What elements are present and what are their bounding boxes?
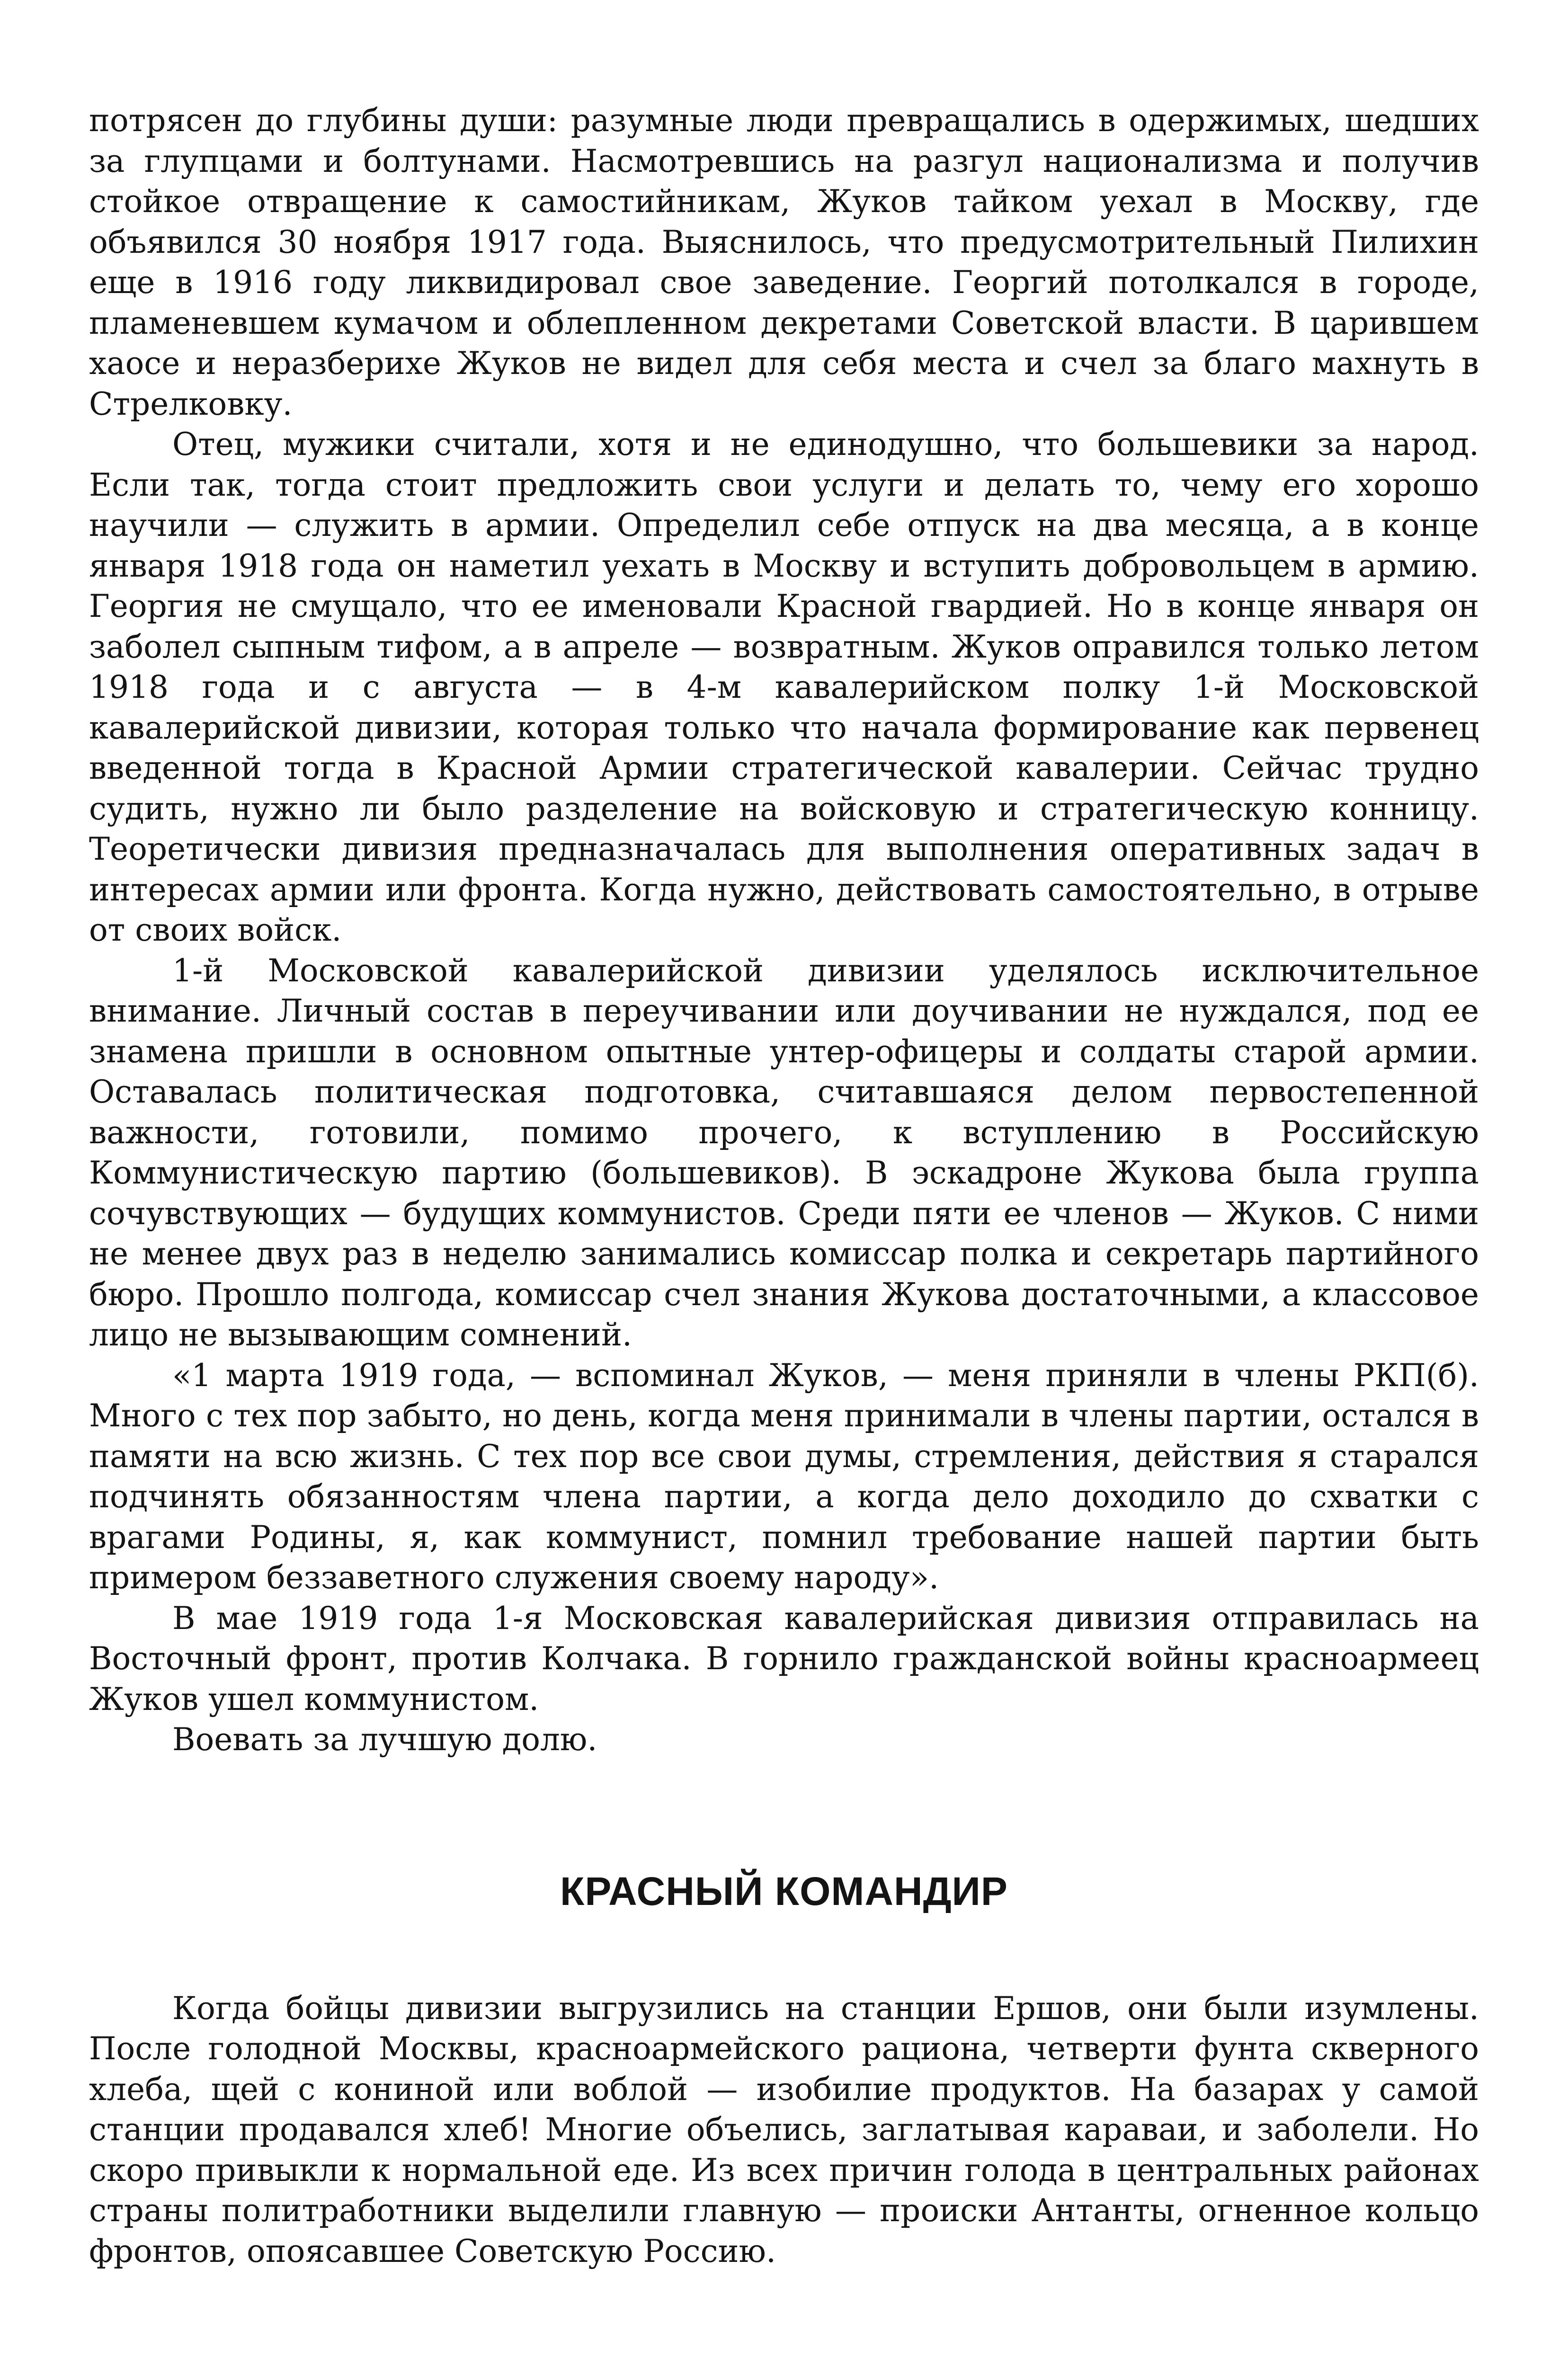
section-body: [89, 1988, 1479, 2272]
paragraph-1: потрясен до глубины души: разумные люди превращались в одержимых, шедших за глупцами и болтунами. Насмотревшись на разгул национализма и получив стойкое отвращение к самостийникам, Жуков тайком уехал в Москву, где объявился 30 ноября 1917 года. Выяснилось, что предусмотрительный Пилихин еще в 1916 году ликвидировал свое заведение. Георгий потолкался в городе, пламеневшем кумачом и облепленном декретами Советской власти. В царившем хаосе и неразберихе Жуков не видел для себя места и счел за благо махнуть в Стрелковку.: [89, 102, 1479, 422]
paragraph-4-quote: «1 марта 1919 года, — вспоминал Жуков, — меня приняли в члены РКП(б). Много с тех пор забыто, но день, когда меня принимали в члены партии, остался в памяти на всю жизнь. С тех пор все свои думы, стремления, действия я старался подчинять обязанностям члена партии, а когда дело доходило до схватки с врагами Родины, я, как коммунист, помнил требование нашей партии быть примером беззаветного служения своему народу».: [89, 1357, 1479, 1596]
paragraph-6: Воевать за лучшую долю.: [172, 1721, 597, 1758]
text-column: [89, 100, 1479, 2271]
section-heading: КРАСНЫЙ КОМАНДИР: [560, 1869, 1008, 1913]
section-paragraph-1: Когда бойцы дивизии выгрузились на станции Ершов, они были изумлены. После голодной Москвы, красноармейского рациона, четверти фунта скверного хлеба, щей с кониной или воблой — изобилие продуктов. На базарах у самой станции продавался хлеб! Многие объелись, заглатывая караваи, и заболели. Но скоро привыкли к нормальной еде. Из всех причин голода в центральных районах страны политработники выделили главную — происки Антанты, огненное кольцо фронтов, опоясавшее Советскую Россию.: [89, 1990, 1479, 2269]
paragraph-2: Отец, мужики считали, хотя и не единодушно, что большевики за народ. Если так, тогда стоит предложить свои услуги и делать то, чему его хорошо научили — служить в армии. Определил себе отпуск на два месяца, а в конце января 1918 года он наметил уехать в Москву и вступить добровольцем в армию. Георгия не смущало, что ее именовали Красной гвардией. Но в конце января он заболел сыпным тифом, а в апреле — возвратным. Жуков оправился только летом 1918 года и с августа — в 4-м кавалерийском полку 1-й Московской кавалерийской дивизии, которая только что начала формирование как первенец введенной тогда в Красной Армии стратегической кавалерии. Сейчас трудно судить, нужно ли было разделение на войсковую и стратегическую конницу. Теоретически дивизия предназначалась для выполнения оперативных задач в интересах армии или фронта. Когда нужно, действовать самостоятельно, в отрыве от своих войск.: [89, 426, 1479, 948]
paragraph-5: В мае 1919 года 1-я Московская кавалерийская дивизия отправилась на Восточный фронт, против Колчака. В горнило гражданской войны красноармеец Жуков ушел коммунистом.: [89, 1600, 1479, 1717]
paragraph-3: 1-й Московской кавалерийской дивизии уделялось исключительное внимание. Личный состав в переучивании или доучивании не нуждался, под ее знамена пришли в основном опытные унтер-офицеры и солдаты старой армии. Оставалась политическая подготовка, считавшаяся делом первостепенной важности, готовили, помимо прочего, к вступлению в Российскую Коммунистическую партию (большевиков). В эскадроне Жукова была группа сочувствующих — будущих коммунистов. Среди пяти ее членов — Жуков. С ними не менее двух раз в неделю занимались комиссар полка и секретарь партийного бюро. Прошло полгода, комиссар счел знания Жукова достаточными, а классовое лицо не вызывающим сомнений.: [89, 952, 1479, 1353]
